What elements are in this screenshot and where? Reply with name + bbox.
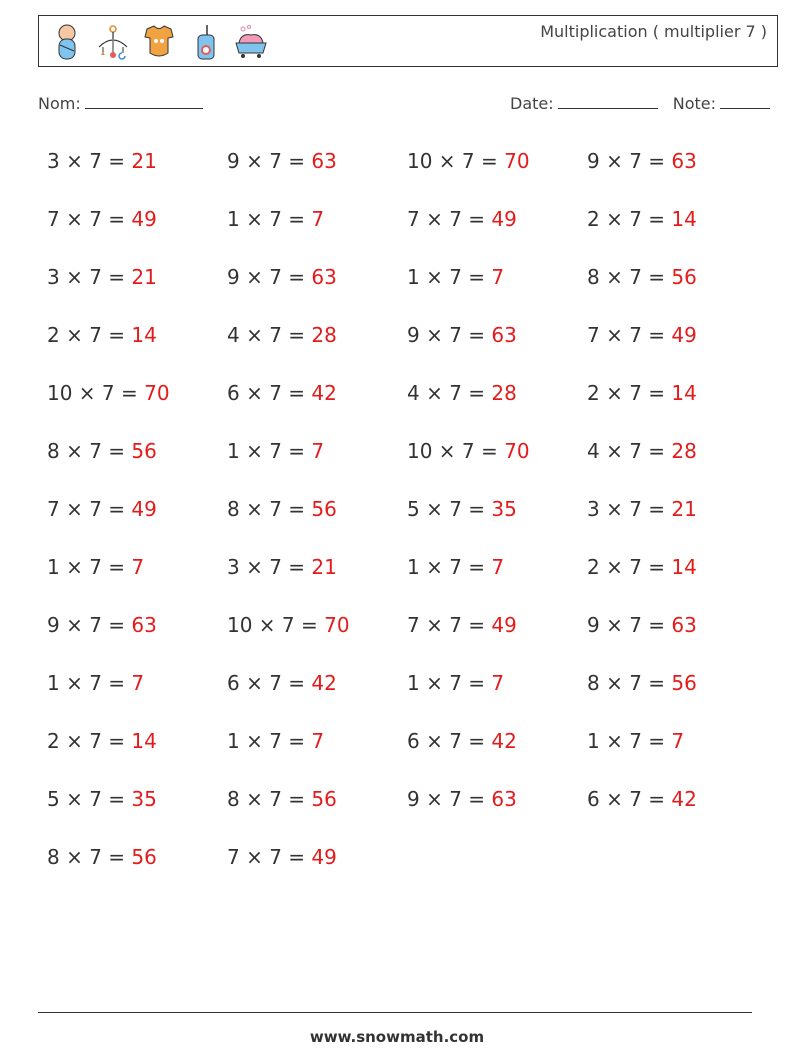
- problem-cell: [227, 432, 407, 490]
- baby-icon: [49, 23, 85, 61]
- problem-answer: 49: [131, 207, 157, 231]
- problem-cell: [407, 374, 587, 432]
- problem-answer: 42: [311, 671, 337, 695]
- problem-cell: [227, 606, 407, 664]
- problem-cell: [227, 258, 407, 316]
- problem-cell: [227, 374, 407, 432]
- problem-answer: 7: [491, 265, 505, 289]
- problem-question: 1 × 7 =: [227, 439, 312, 463]
- problem-row: [47, 432, 767, 490]
- problem-question: 10 × 7 =: [227, 613, 325, 637]
- problem-question: 2 × 7 =: [47, 729, 132, 753]
- problem-cell: [47, 432, 227, 490]
- problem-cell: [47, 838, 227, 896]
- problem-answer: 56: [131, 439, 157, 463]
- problem-answer: 7: [491, 555, 505, 579]
- problem-cell: [227, 722, 407, 780]
- problem-question: 3 × 7 =: [47, 265, 132, 289]
- problem-question: 1 × 7 =: [407, 265, 492, 289]
- baby-monitor-icon: [187, 23, 223, 61]
- problem-cell: [227, 490, 407, 548]
- problem-answer: 14: [131, 729, 157, 753]
- problem-question: 9 × 7 =: [587, 613, 672, 637]
- problem-cell: [407, 780, 587, 838]
- problem-cell: [227, 200, 407, 258]
- problem-answer: 14: [671, 555, 697, 579]
- problem-answer: 63: [491, 323, 517, 347]
- problem-answer: 49: [131, 497, 157, 521]
- problem-row: [47, 548, 767, 606]
- problem-cell: [587, 664, 767, 722]
- problem-question: 4 × 7 =: [227, 323, 312, 347]
- problem-question: 3 × 7 =: [47, 149, 132, 173]
- header-box: [38, 15, 778, 67]
- problem-question: 1 × 7 =: [587, 729, 672, 753]
- problem-answer: 21: [131, 265, 157, 289]
- problem-question: 1 × 7 =: [227, 207, 312, 231]
- problem-answer: 7: [131, 555, 145, 579]
- problem-grid: [47, 142, 767, 896]
- problem-question: 8 × 7 =: [227, 787, 312, 811]
- problem-cell: [407, 664, 587, 722]
- problem-answer: 7: [491, 671, 505, 695]
- problem-answer: 14: [671, 207, 697, 231]
- problem-answer: 28: [671, 439, 697, 463]
- problem-answer: 42: [311, 381, 337, 405]
- baby-onesie-icon: [141, 23, 177, 61]
- problem-row: [47, 490, 767, 548]
- worksheet-title: Multiplication ( multiplier 7 ): [540, 22, 767, 41]
- problem-question: 9 × 7 =: [407, 323, 492, 347]
- problem-cell: [227, 316, 407, 374]
- problem-cell: [587, 258, 767, 316]
- problem-answer: 21: [671, 497, 697, 521]
- baby-bath-icon: [233, 23, 269, 61]
- footer-divider: [38, 1012, 752, 1013]
- problem-answer: 35: [131, 787, 157, 811]
- problem-answer: 70: [144, 381, 170, 405]
- date-note-fields: [510, 94, 770, 113]
- problem-answer: 56: [311, 497, 337, 521]
- problem-cell: [587, 316, 767, 374]
- problem-question: 10 × 7 =: [407, 439, 505, 463]
- problem-question: 1 × 7 =: [407, 555, 492, 579]
- problem-cell: [47, 142, 227, 200]
- problem-question: 7 × 7 =: [407, 207, 492, 231]
- note-blank[interactable]: [720, 94, 770, 109]
- date-blank[interactable]: [558, 94, 658, 109]
- problem-answer: 70: [504, 149, 530, 173]
- problem-answer: 42: [491, 729, 517, 753]
- problem-cell: [587, 780, 767, 838]
- problem-answer: 49: [491, 207, 517, 231]
- problem-cell: [47, 606, 227, 664]
- problem-question: 8 × 7 =: [587, 265, 672, 289]
- problem-answer: 63: [311, 149, 337, 173]
- problem-cell: [407, 316, 587, 374]
- problem-cell: [407, 142, 587, 200]
- problem-row: [47, 606, 767, 664]
- problem-row: [47, 664, 767, 722]
- problem-question: 9 × 7 =: [47, 613, 132, 637]
- problem-answer: 28: [491, 381, 517, 405]
- problem-answer: 56: [131, 845, 157, 869]
- problem-question: 7 × 7 =: [47, 497, 132, 521]
- problem-cell: [407, 432, 587, 490]
- problem-question: 6 × 7 =: [227, 381, 312, 405]
- problem-question: 7 × 7 =: [587, 323, 672, 347]
- name-label: Nom:: [38, 94, 81, 113]
- problem-answer: 63: [131, 613, 157, 637]
- problem-row: [47, 200, 767, 258]
- problem-cell: [47, 258, 227, 316]
- problem-question: 6 × 7 =: [407, 729, 492, 753]
- problem-answer: 63: [311, 265, 337, 289]
- problem-cell: [47, 374, 227, 432]
- problem-question: 7 × 7 =: [407, 613, 492, 637]
- problem-answer: 21: [131, 149, 157, 173]
- problem-cell: [47, 664, 227, 722]
- problem-cell: [47, 490, 227, 548]
- problem-cell: [407, 548, 587, 606]
- problem-cell: [47, 722, 227, 780]
- problem-row: [47, 316, 767, 374]
- problem-answer: 7: [311, 439, 325, 463]
- problem-answer: 49: [671, 323, 697, 347]
- problem-answer: 7: [311, 207, 325, 231]
- problem-question: 1 × 7 =: [407, 671, 492, 695]
- problem-answer: 49: [311, 845, 337, 869]
- problem-answer: 70: [324, 613, 350, 637]
- problem-row: [47, 374, 767, 432]
- problem-cell: [407, 722, 587, 780]
- problem-question: 10 × 7 =: [47, 381, 145, 405]
- problem-cell: [587, 722, 767, 780]
- problem-question: 10 × 7 =: [407, 149, 505, 173]
- problem-answer: 21: [311, 555, 337, 579]
- problem-cell: [47, 780, 227, 838]
- problem-answer: 49: [491, 613, 517, 637]
- date-label: Date:: [510, 94, 554, 113]
- problem-question: 5 × 7 =: [407, 497, 492, 521]
- problem-question: 7 × 7 =: [227, 845, 312, 869]
- problem-question: 7 × 7 =: [47, 207, 132, 231]
- problem-answer: 7: [131, 671, 145, 695]
- problem-answer: 63: [491, 787, 517, 811]
- problem-cell: [407, 200, 587, 258]
- problem-cell: [227, 780, 407, 838]
- problem-cell: [587, 490, 767, 548]
- problem-row: [47, 142, 767, 200]
- problem-question: 3 × 7 =: [587, 497, 672, 521]
- problem-cell: [47, 316, 227, 374]
- problem-question: 4 × 7 =: [407, 381, 492, 405]
- baby-mobile-icon: [95, 23, 131, 61]
- name-blank[interactable]: [85, 94, 203, 109]
- problem-cell: [227, 838, 407, 896]
- problem-row: [47, 780, 767, 838]
- problem-answer: 63: [671, 149, 697, 173]
- problem-row: [47, 258, 767, 316]
- problem-answer: 28: [311, 323, 337, 347]
- problem-question: 9 × 7 =: [227, 265, 312, 289]
- problem-cell: [587, 432, 767, 490]
- problem-answer: 56: [311, 787, 337, 811]
- problem-cell: [587, 142, 767, 200]
- problem-question: 1 × 7 =: [227, 729, 312, 753]
- problem-question: 8 × 7 =: [47, 439, 132, 463]
- problem-question: 8 × 7 =: [587, 671, 672, 695]
- problem-cell: [407, 606, 587, 664]
- problem-cell: [587, 374, 767, 432]
- problem-question: 9 × 7 =: [407, 787, 492, 811]
- problem-question: 2 × 7 =: [587, 381, 672, 405]
- note-label: Note:: [672, 94, 716, 113]
- problem-answer: 63: [671, 613, 697, 637]
- problem-question: 8 × 7 =: [227, 497, 312, 521]
- footer-url: www.snowmath.com: [309, 1028, 485, 1046]
- problem-question: 8 × 7 =: [47, 845, 132, 869]
- problem-question: 1 × 7 =: [47, 555, 132, 579]
- problem-question: 5 × 7 =: [47, 787, 132, 811]
- problem-cell: [227, 142, 407, 200]
- problem-question: 6 × 7 =: [227, 671, 312, 695]
- problem-cell: [227, 548, 407, 606]
- problem-question: 9 × 7 =: [227, 149, 312, 173]
- problem-question: 1 × 7 =: [47, 671, 132, 695]
- problem-question: 9 × 7 =: [587, 149, 672, 173]
- problem-answer: 42: [671, 787, 697, 811]
- problem-question: 6 × 7 =: [587, 787, 672, 811]
- problem-question: 2 × 7 =: [587, 555, 672, 579]
- problem-cell: [227, 664, 407, 722]
- problem-cell: [587, 200, 767, 258]
- problem-answer: 35: [491, 497, 517, 521]
- problem-cell: [47, 200, 227, 258]
- problem-answer: 7: [311, 729, 325, 753]
- problem-answer: 70: [504, 439, 530, 463]
- problem-answer: 14: [131, 323, 157, 347]
- problem-answer: 14: [671, 381, 697, 405]
- problem-answer: 56: [671, 265, 697, 289]
- problem-question: 2 × 7 =: [47, 323, 132, 347]
- problem-question: 3 × 7 =: [227, 555, 312, 579]
- problem-answer: 7: [671, 729, 685, 753]
- problem-row: [47, 838, 767, 896]
- problem-question: 4 × 7 =: [587, 439, 672, 463]
- icon-strip: [49, 21, 269, 63]
- problem-cell: [587, 606, 767, 664]
- problem-cell: [407, 258, 587, 316]
- problem-answer: 56: [671, 671, 697, 695]
- problem-question: 2 × 7 =: [587, 207, 672, 231]
- problem-cell: [407, 490, 587, 548]
- name-field: [38, 94, 203, 113]
- problem-cell: [47, 548, 227, 606]
- problem-row: [47, 722, 767, 780]
- problem-cell: [587, 548, 767, 606]
